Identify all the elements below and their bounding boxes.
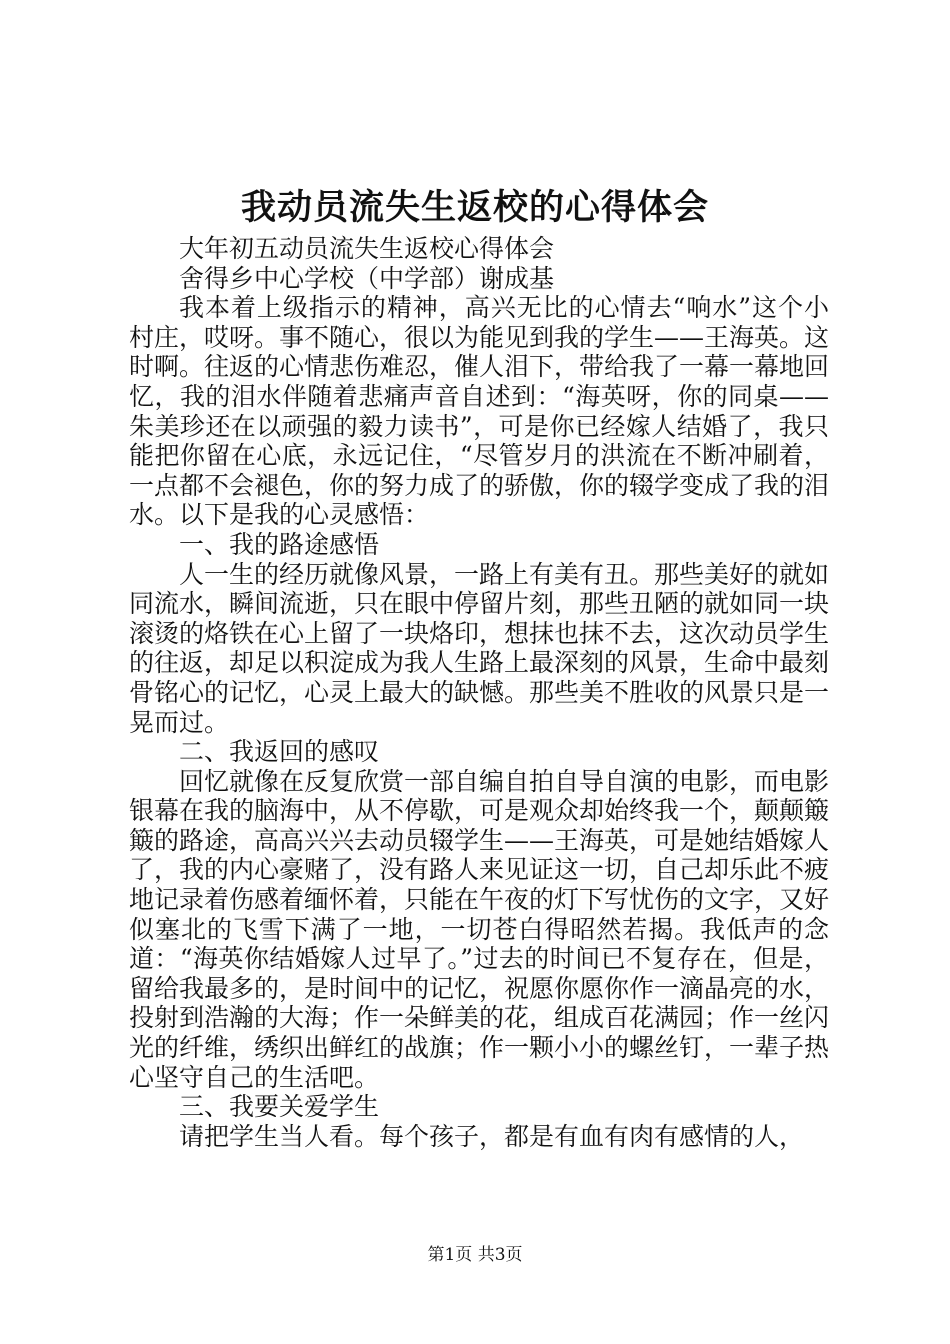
- subtitle-paragraph: 大年初五动员流失生返校心得体会: [179, 234, 555, 263]
- document-title: 我动员流失生返校的心得体会: [240, 187, 709, 228]
- intro-paragraph: 我本着上级指示的精神，高兴无比的心情去“响水”这个小村庄，哎呀。事不随心，很以为能见到我的学生——王海英。这时啊。往返的心情悲伤难忍，催人泪下，带给我了一幕一幕地回忆，我的泪水伴随着悲痛声音自述到：“海英呀，你的同桌——朱美珍还在以顽强的毅力读书”，可是你已经嫁人结婚了，我只能把你留在心底，永远记住，“尽管岁月的洪流在不断冲刷着，一点都不会褪色，你的努力成了的骄傲，你的辍学变成了我的泪水。以下是我的心灵感悟：: [129, 293, 830, 530]
- section-paragraph-1: 人一生的经历就像风景，一路上有美有丑。那些美好的就如同流水，瞬间流逝，只在眼中停留片刻，那些丑陋的就如同一块滚烫的烙铁在心上留了一块烙印，想抹也抹不去，这次动员学生的往返，却足以积淀成为我人生路上最深刻的风景，生命中最刻骨铭心的记忆，心灵上最大的缺憾。那些美不胜收的风景只是一晃而过。: [129, 559, 830, 737]
- document-body: [129, 234, 829, 1151]
- section-heading-2: 二、我返回的感叹: [179, 737, 380, 767]
- page-footer: 第1页 共3页: [427, 1245, 523, 1265]
- section-heading-1: 一、我的路途感悟: [179, 529, 380, 559]
- author-paragraph: 舍得乡中心学校（中学部）谢成基: [179, 263, 555, 293]
- section-paragraph-2: 回忆就像在反复欣赏一部自编自拍自导自演的电影，而电影银幕在我的脑海中，从不停歇，可是观众却始终我一个，颠颠簸簸的路途，高高兴兴去动员辍学生——王海英，可是她结婚嫁人了，我的内心豪赌了，没有路人来见证这一切，自己却乐此不疲地记录着伤感着缅怀着，只能在午夜的灯下写忧伤的文字，又好似塞北的飞雪下满了一地，一切苍白得昭然若揭。我低声的念道：“海英你结婚嫁人过早了。”过去的时间已不复存在，但是，留给我最多的，是时间中的记忆，祝愿你愿你作一滴晶亮的水，投射到浩瀚的大海；作一朵鲜美的花，组成百花满园；作一丝闪光的纤维，绣织出鲜红的战旗；作一颗小小的螺丝钉，一辈子热心坚守自己的生活吧。: [129, 766, 830, 1092]
- section-paragraph-3: 请把学生当人看。每个孩子，都是有血有肉有感情的人，: [179, 1121, 805, 1151]
- section-heading-3: 三、我要关爱学生: [179, 1092, 380, 1122]
